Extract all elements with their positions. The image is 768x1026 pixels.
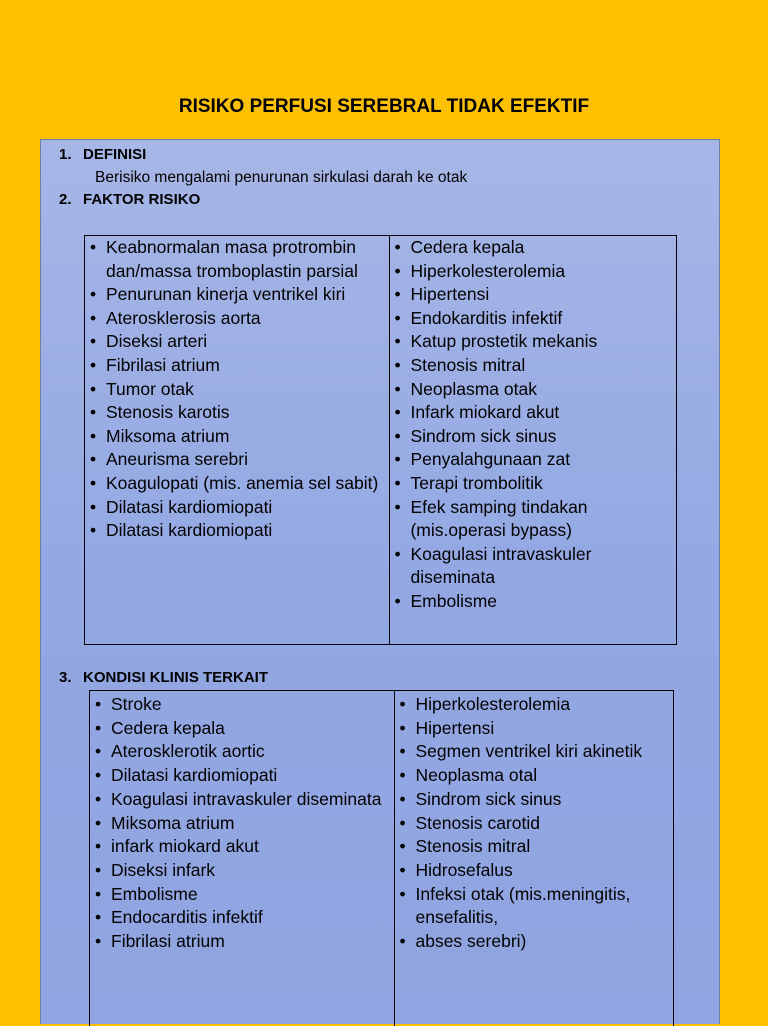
section-kondisi-klinis-heading [59, 669, 268, 686]
list-item: • abses serebri) [397, 930, 669, 954]
kondisi-klinis-table [89, 690, 674, 1026]
list-item: • Infark miokard akut [392, 401, 672, 425]
list-item: • Koagulasi intravaskuler diseminata [93, 788, 388, 812]
list-item: • Stenosis karotis [88, 401, 383, 425]
definition-text: Berisiko mengalami penurunan sirkulasi darah ke otak [95, 169, 468, 186]
list-item: • Diseksi infark [93, 859, 388, 883]
kondisi-klinis-left-column [90, 691, 395, 1026]
list-item: • Endokarditis infektif [392, 307, 672, 331]
list-item: • Cedera kepala [392, 236, 672, 260]
section-title: DEFINISI [83, 146, 147, 163]
list-item: • Aterosklerosis aorta [88, 307, 383, 331]
section-faktor-risiko-heading [59, 191, 200, 208]
section-title: FAKTOR RISIKO [83, 191, 201, 208]
list-item: • Fibrilasi atrium [93, 930, 388, 954]
list-item: • Cedera kepala [93, 717, 388, 741]
faktor-risiko-left-list [88, 236, 383, 543]
list-item: • Embolisme [392, 590, 672, 614]
list-item: • Koagulopati (mis. anemia sel sabit) [88, 472, 383, 496]
list-item: • Infeksi otak (mis.meningitis, ensefalitis, [397, 883, 669, 930]
list-item: • Aterosklerotik aortic [93, 740, 388, 764]
faktor-risiko-left-column [85, 236, 390, 644]
kondisi-klinis-right-column [395, 691, 673, 1026]
section-number: 1. [59, 146, 72, 163]
list-item: • Penyalahgunaan zat [392, 448, 672, 472]
list-item: • Segmen ventrikel kiri akinetik [397, 740, 669, 764]
list-item: • Hiperkolesterolemia [397, 693, 669, 717]
list-item: • Sindrom sick sinus [397, 788, 669, 812]
list-item: • Dilatasi kardiomiopati [88, 496, 383, 520]
content-panel [40, 139, 720, 1024]
kondisi-klinis-right-list [397, 693, 669, 954]
list-item: • Tumor otak [88, 378, 383, 402]
list-item: • Neoplasma otal [397, 764, 669, 788]
section-number: 2. [59, 191, 72, 208]
section-number: 3. [59, 669, 72, 686]
list-item: • Stenosis mitral [392, 354, 672, 378]
list-item: • Miksoma atrium [88, 425, 383, 449]
list-item: • Stenosis mitral [397, 835, 669, 859]
list-item: • Fibrilasi atrium [88, 354, 383, 378]
list-item: • Keabnormalan masa protrombin dan/massa tromboplastin parsial [88, 236, 383, 283]
faktor-risiko-right-column [390, 236, 676, 644]
list-item: • Koagulasi intravaskuler diseminata [392, 543, 672, 590]
section-title: KONDISI KLINIS TERKAIT [83, 669, 269, 686]
kondisi-klinis-left-list [93, 693, 388, 954]
list-item: • Hipertensi [397, 717, 669, 741]
list-item: • Stroke [93, 693, 388, 717]
faktor-risiko-right-list [392, 236, 672, 614]
list-item: • Diseksi arteri [88, 330, 383, 354]
list-item: • Endocarditis infektif [93, 906, 388, 930]
list-item: • Dilatasi kardiomiopati [93, 764, 388, 788]
list-item: • Hidrosefalus [397, 859, 669, 883]
page-title: RISIKO PERFUSI SEREBRAL TIDAK EFEKTIF [178, 96, 590, 117]
section-definisi-heading [59, 146, 146, 163]
list-item: • Dilatasi kardiomiopati [88, 519, 383, 543]
list-item: • Stenosis carotid [397, 812, 669, 836]
list-item: • Penurunan kinerja ventrikel kiri [88, 283, 383, 307]
list-item: • Embolisme [93, 883, 388, 907]
list-item: • Aneurisma serebri [88, 448, 383, 472]
list-item: • Neoplasma otak [392, 378, 672, 402]
list-item: • Miksoma atrium [93, 812, 388, 836]
list-item: • Efek samping tindakan (mis.operasi bypass) [392, 496, 672, 543]
list-item: • Hipertensi [392, 283, 672, 307]
list-item: • Terapi trombolitik [392, 472, 672, 496]
list-item: • infark miokard akut [93, 835, 388, 859]
list-item: • Hiperkolesterolemia [392, 260, 672, 284]
list-item: • Katup prostetik mekanis [392, 330, 672, 354]
faktor-risiko-table [84, 235, 677, 645]
list-item: • Sindrom sick sinus [392, 425, 672, 449]
